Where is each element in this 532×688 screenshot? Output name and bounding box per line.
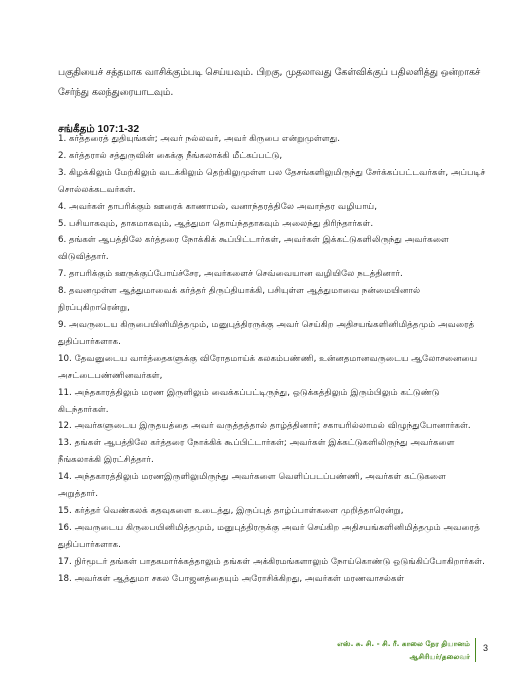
verse-line: 3. கிழக்கிலும் மேற்கிலும் வடக்கிலும் தெற்கிலுமுள்ள பல தேசங்களிலுமிருந்து சேர்க்கப்பட்டவர்கள், அப்படிச் சொல்லக்கடவர்கள். [58,167,486,195]
verse-line: 11. அந்தகாரத்திலும் மரண இருளிலும் வைக்கப்பட்டிருந்து, ஒடுக்கத்திலும் இரும்பிலும் கட்டுண்டு கிடந்தார்கள். [58,387,440,415]
verse-line: 17. நிர்மூடர் தங்கள் பாதகமார்க்கத்தாலும் தங்கள் அக்கிரமங்களாலும் நோய்கொண்டு ஒடுங்கிப்போகிறார்கள். [58,556,485,567]
verse-line: 14. அந்தகாரத்திலும் மரணஇருளிலுமிருந்து அவர்களை வெளிப்படப்பண்ணி, அவர்கள் கட்டுகளை அறுத்தார். [58,472,446,500]
page-footer [337,637,488,665]
verse-line: 5. பசியாகவும், தாகமாகவும், ஆத்துமா தொய்ந்ததாகவும் அலைந்து திரிந்தார்கள். [58,218,374,229]
passage-heading: சங்கீதம் 107:1-32 [58,124,140,135]
footer-subtitle: ஆசிரியர்/தலைவர் [409,652,470,661]
footer-divider [475,638,476,662]
verse-line: 15. கர்த்தர் வெண்கலக் கதவுகளை உடைத்து, இருப்புத் தாழ்ப்பாள்களை முறித்தாரென்று, [58,505,404,516]
verse-line: 1. கர்த்தரைத் துதியுங்கள்; அவர் நல்லவர், அவர் கிருபை என்றுமுள்ளது. [58,134,341,144]
page-number: 3 [482,643,488,653]
verse-line: 9. அவருடைய கிருபையினிமித்தமும், மனுபுத்திரருக்கு அவர் செய்கிற அதிசயங்களினிமித்தமும் அவரைத் துதிப்பார்களாக. [58,319,475,347]
verse-line: 10. தேவனுடைய வார்த்தைகளுக்கு விரோதமாய்க் கலகம்பண்ணி, உன்னதமானவருடைய ஆலோசனையை அசட்டைபண்ணினவர்கள், [58,353,478,381]
verse-line: 12. அவர்களுடைய இருதயத்தை அவர் வருத்தத்தால் தாழ்த்தினார்; சகாயரில்லாமல் விழுந்துபோனார்கள். [58,421,471,432]
verse-line: 7. தாபரிக்கும் ஊருக்குப்போய்ச்சேர, அவர்களைச் செவ்வையான வழியிலே நடத்தினார். [58,269,403,280]
footer-title: எஸ். சு. சி. - சி. ரீ. காலை நேர தியானம் [337,639,470,648]
verse-line: 18. அவர்கள் ஆத்துமா சகல போஜனத்தையும் அரோசிக்கிறது, அவர்கள் மரணவாசல்கள் [58,573,405,584]
intro-paragraph: பகுதியைச் சத்தமாக வாசிக்கும்படி செய்யவும். பிறகு, முதலாவது கேள்விக்குப் பதிலளித்து ஒன்றாகச் சேர்ந்து கலந்துரையாடவும். [58,67,481,98]
verse-line: 8. தவனமுள்ள ஆத்துமாவைக் கர்த்தர் திருப்தியாக்கி, பசியுள்ள ஆத்துமாவை நன்மையினால் நிரப்புகிறாரென்று, [58,286,421,314]
verse-line: 13. தங்கள் ஆபத்திலே கர்த்தரை நோக்கிக் கூப்பிட்டார்கள்; அவர்கள் இக்கட்டுகளிலிருந்து அவர்களை நீங்கலாக்கி இரட்சித்தார். [58,438,455,466]
verse-line: 2. கர்த்தரால் சத்துருவின் கைக்கு நீங்கலாக்கி மீட்கப்பட்டு, [58,150,283,161]
verse-line: 6. தங்கள் ஆபத்திலே கர்த்தரை நோக்கிக் கூப்பிட்டார்கள், அவர்கள் இக்கட்டுகளிலிருந்து அவர்களை விடுவித்தார். [58,235,449,263]
verse-list [58,131,488,587]
verse-line: 16. அவருடைய கிருபையினிமித்தமும், மனுபுத்திரருக்கு அவர் செய்கிற அதிசயங்களினிமித்தமும் அவரைத் துதிப்பார்களாக. [58,522,480,550]
verse-line: 4. அவர்கள் தாபரிக்கும் ஊரைக் காணாமல், வனாந்தரத்திலே அவாந்தர வழியாய், [58,201,377,212]
